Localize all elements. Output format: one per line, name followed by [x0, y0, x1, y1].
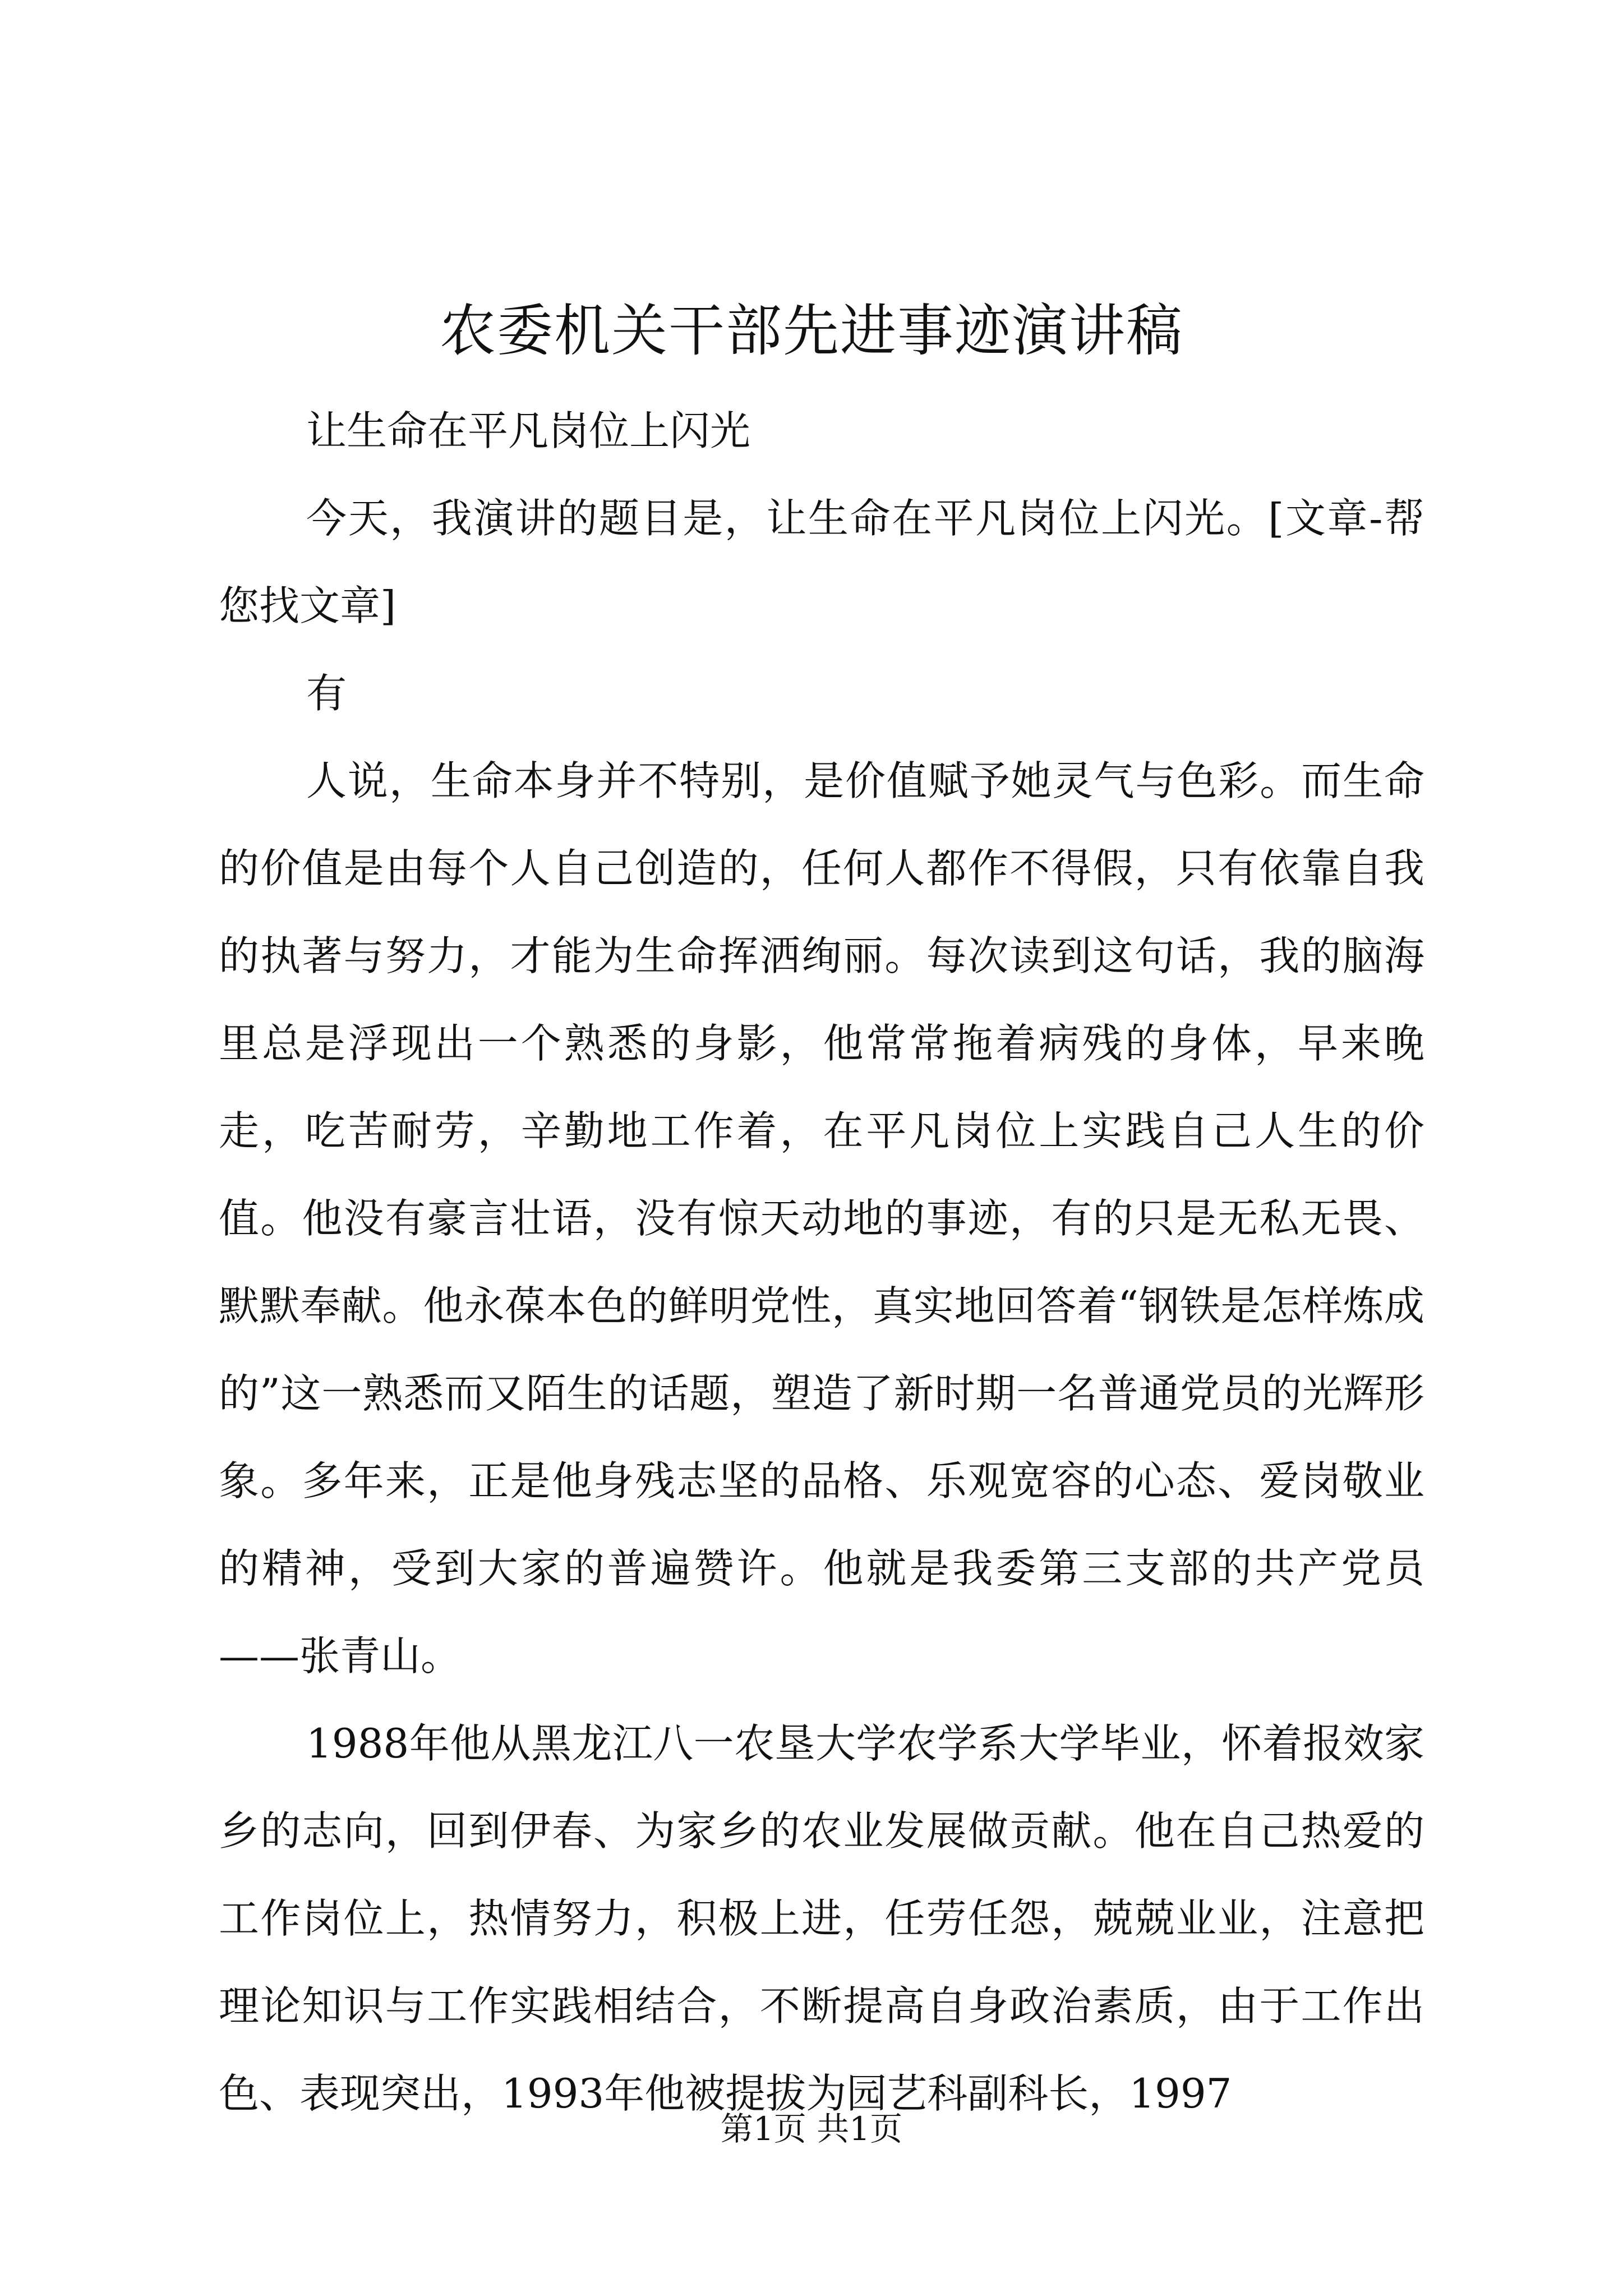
- document-title: 农委机关干部先进事迹演讲稿: [440, 298, 1183, 364]
- paragraph-intro: 今天，我演讲的题目是，让生命在平凡岗位上闪光。[文章-帮您找文章]: [219, 495, 1424, 629]
- paragraph-fragment: 有: [306, 670, 347, 717]
- paragraph-career: 1988年他从黑龙江八一农垦大学农学系大学毕业，怀着报效家乡的志向，回到伊春、为家乡的农业发展做贡献。他在自己热爱的工作岗位上，热情努力，积极上进，任劳任怨，兢兢业业，注意把理论知识与工作实践相结合，不断提高自身政治素质，由于工作出色、表现突出，1993年他被提拔为园艺科副科长，1997: [219, 1720, 1424, 2117]
- paragraph-main: 人说，生命本身并不特别，是价值赋予她灵气与色彩。而生命的价值是由每个人自己创造的，任何人都作不得假，只有依靠自我的执著与努力，才能为生命挥洒绚丽。每次读到这句话，我的脑海里总是浮现出一个熟悉的身影，他常常拖着病残的身体，早来晚走，吃苦耐劳，辛勤地工作着，在平凡岗位上实践自己人生的价值。他没有豪言壮语，没有惊天动地的事迹，有的只是无私无畏、默默奉献。他永葆本色的鲜明党性，真实地回答着“钢铁是怎样炼成的”这一熟悉而又陌生的话题，塑造了新时期一名普通党员的光辉形象。多年来，正是他身残志坚的品格、乐观宽容的心态、爱岗敬业的精神，受到大家的普遍赞许。他就是我委第三支部的共产党员——张青山。: [219, 757, 1424, 1680]
- document-body: [219, 387, 1424, 2137]
- page-footer: 第1页 共1页: [720, 2110, 903, 2148]
- paragraph-subtitle: 让生命在平凡岗位上闪光: [306, 407, 751, 454]
